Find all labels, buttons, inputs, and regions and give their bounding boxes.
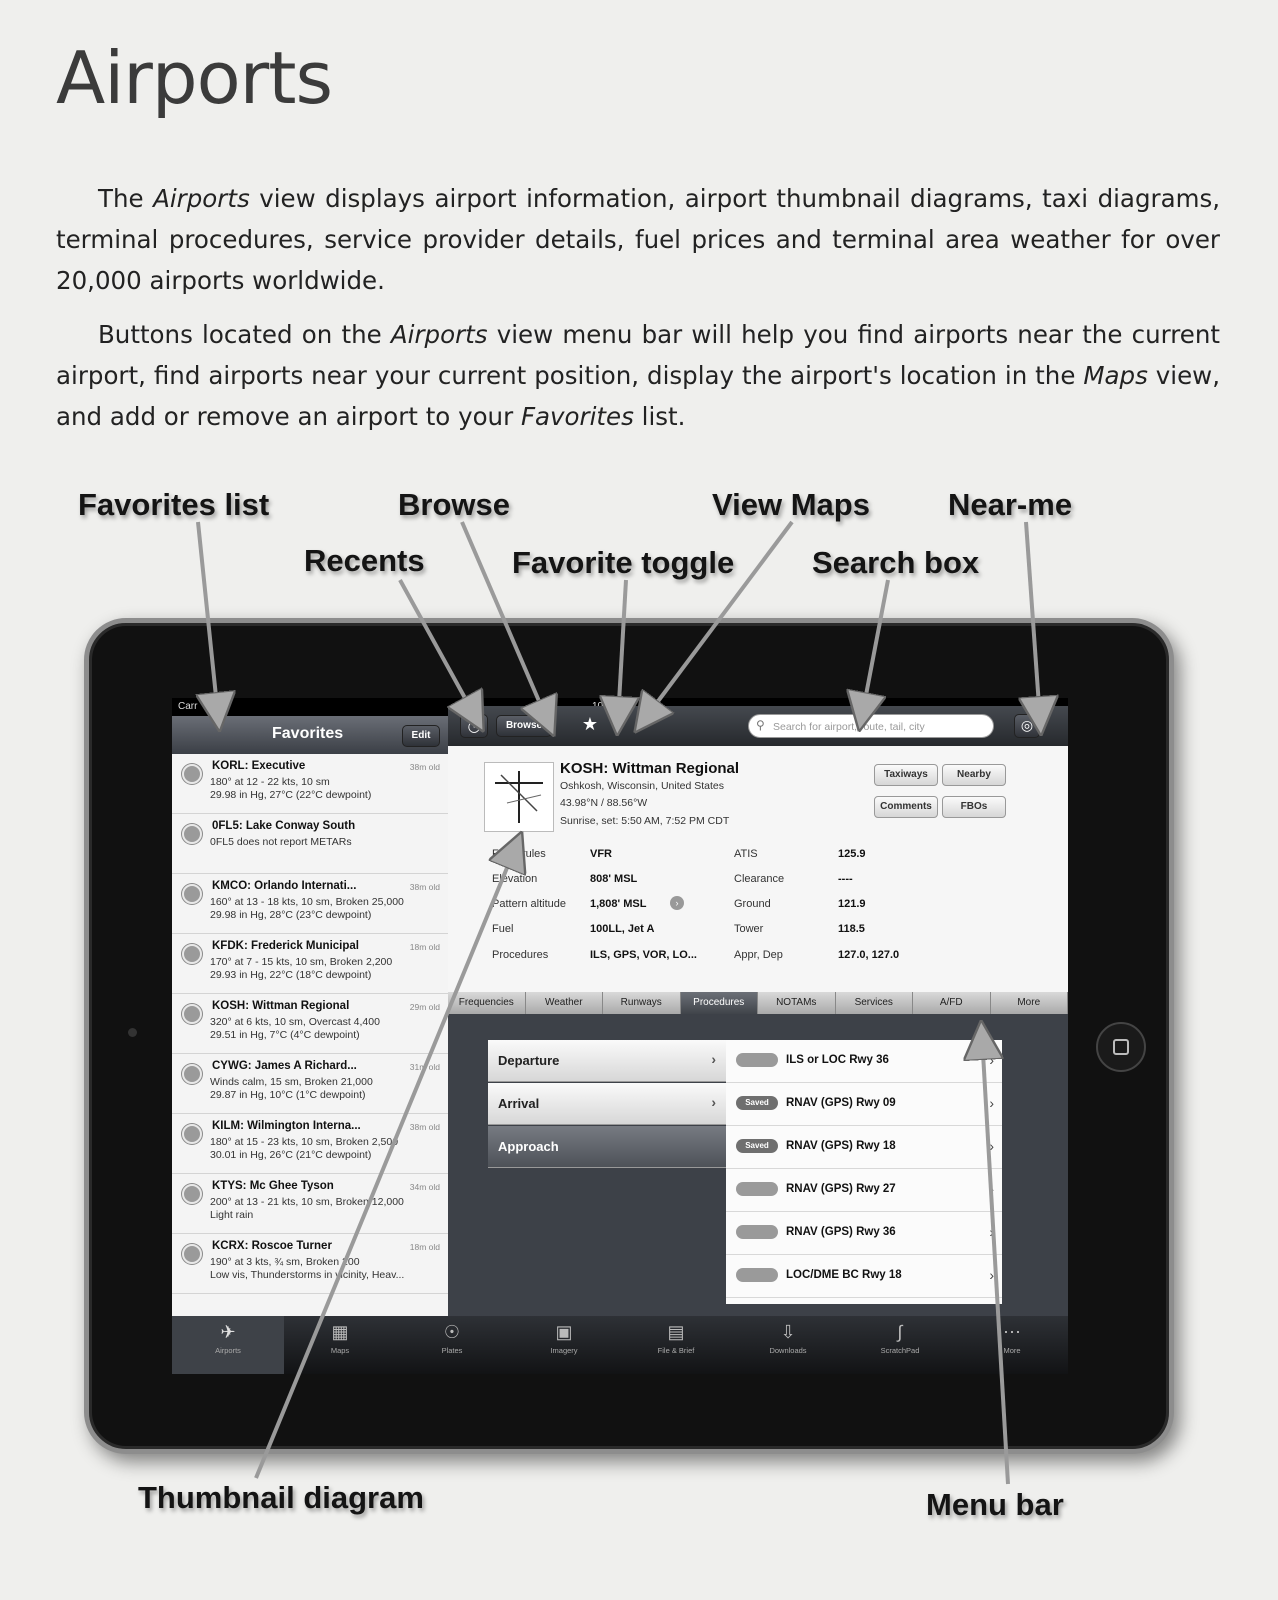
chevron-right-icon[interactable]: › [670, 896, 684, 910]
list-item[interactable]: RNAV (GPS) Rwy 27 › [726, 1169, 1002, 1212]
tab-notams[interactable]: NOTAMs [758, 992, 836, 1014]
airport-tabs [448, 992, 1068, 1014]
freq-value: 121.9 [838, 898, 866, 910]
category-arrival[interactable]: Arrival › [488, 1083, 726, 1125]
freq-label: Tower [734, 923, 764, 935]
home-button[interactable] [1096, 1022, 1146, 1072]
tabbar-plates[interactable]: ☉ Plates [396, 1316, 508, 1374]
nearby-button[interactable]: Nearby [942, 764, 1006, 786]
tab-runways[interactable]: Runways [603, 992, 681, 1014]
callout-menu-bar: Menu bar [926, 1487, 1064, 1522]
info-label: Pattern altitude [492, 898, 566, 910]
list-item[interactable]: KFDK: Frederick Municipal 18m old 170° at 7 - 15 kts, 10 sm, Broken 2,200 29.93 in Hg, 22°C (18°C dewpoint) [172, 934, 448, 994]
tabbar-airports[interactable]: ✈ Airports [172, 1316, 284, 1374]
favorites-header [172, 716, 448, 754]
tab-more[interactable]: More [991, 992, 1069, 1014]
tab-services[interactable]: Services [836, 992, 914, 1014]
camera-icon [128, 1028, 137, 1037]
thumbnail-diagram[interactable] [484, 762, 554, 832]
list-item[interactable]: ILS or LOC Rwy 36 › [726, 1040, 1002, 1083]
list-item[interactable]: KCRX: Roscoe Turner 18m old 190° at 3 kts, ¾ sm, Broken 200 Low vis, Thunderstorms in vicinity, Heav... [172, 1234, 448, 1294]
comments-button[interactable]: Comments [874, 796, 938, 818]
list-item[interactable]: KTYS: Mc Ghee Tyson 34m old 200° at 13 - 21 kts, 10 sm, Broken 12,000 Light rain [172, 1174, 448, 1234]
info-value: ILS, GPS, VOR, LO... [590, 949, 697, 961]
search-box[interactable] [748, 714, 994, 738]
weather-dot-icon [182, 1064, 202, 1084]
map-icon: ▦ [331, 1322, 349, 1342]
weather-dot-icon [182, 824, 202, 844]
category-departure[interactable]: Departure › [488, 1040, 726, 1082]
tabbar-maps[interactable]: ▦ Maps [284, 1316, 396, 1374]
callout-near-me: Near-me [948, 487, 1073, 522]
weather-dot-icon [182, 1124, 202, 1144]
page-title: Airports [56, 36, 332, 120]
weather-dot-icon [182, 944, 202, 964]
airports-menu-bar [448, 706, 1068, 746]
home-square-icon [1113, 1039, 1129, 1055]
list-item[interactable]: LOC/DME BC Rwy 18 › [726, 1255, 1002, 1298]
info-value: 808' MSL [590, 873, 638, 885]
map-pin-icon[interactable]: ⚲ [611, 714, 625, 735]
near-me-icon[interactable]: ◎ [1014, 714, 1040, 738]
browse-button[interactable]: Browse [496, 715, 552, 737]
info-value: VFR [590, 848, 612, 860]
tab-afd[interactable]: A/FD [913, 992, 991, 1014]
weather-dot-icon [182, 1184, 202, 1204]
tab-procedures[interactable]: Procedures [681, 992, 759, 1014]
callout-favorites-list: Favorites list [78, 487, 270, 522]
buttons-paragraph: Buttons located on the Airports view menu bar will help you find airports near the current airport, find airports near your current position, display the airport's location in the Maps view, and add or remove an airport to your Favorites list. [56, 320, 1220, 431]
freq-label: ATIS [734, 848, 758, 860]
weather-dot-icon [182, 1004, 202, 1024]
list-item[interactable]: KOSH: Wittman Regional 29m old 320° at 6 kts, 10 sm, Overcast 4,400 29.51 in Hg, 7°C (4°C dewpoint) [172, 994, 448, 1054]
fbos-button[interactable]: FBOs [942, 796, 1006, 818]
recents-clock-icon[interactable]: ◷ [460, 714, 488, 738]
tabbar-scratchpad[interactable]: ∫ ScratchPad [844, 1316, 956, 1374]
info-label: Procedures [492, 949, 549, 961]
status-badge [736, 1182, 778, 1196]
chevron-right-icon: › [989, 1267, 994, 1283]
weather-dot-icon [182, 1244, 202, 1264]
callout-recents: Recents [304, 543, 425, 578]
favorites-title: Favorites [272, 725, 344, 742]
chevron-right-icon: › [989, 1224, 994, 1240]
freq-value: 127.0, 127.0 [838, 949, 900, 961]
chevron-right-icon: › [989, 1095, 994, 1111]
plates-icon: ☉ [443, 1322, 461, 1342]
list-item[interactable]: Saved RNAV (GPS) Rwy 09 › [726, 1083, 1002, 1126]
search-input[interactable] [773, 719, 983, 735]
list-item[interactable]: KMCO: Orlando Internati... 38m old 160° at 13 - 18 kts, 10 sm, Broken 25,000 29.98 in Hg, 28°C (23°C dewpoint) [172, 874, 448, 934]
freq-label: Clearance [734, 873, 785, 885]
tabbar-imagery[interactable]: ▣ Imagery [508, 1316, 620, 1374]
app-tab-bar [172, 1316, 1068, 1374]
chevron-right-icon: › [711, 1051, 716, 1067]
status-badge: Saved [736, 1096, 778, 1110]
weather-dot-icon [182, 764, 202, 784]
airport-name: KOSH: Wittman Regional [560, 760, 740, 777]
callout-favorite-toggle: Favorite toggle [512, 545, 735, 580]
search-icon: ⚲ [756, 718, 765, 732]
weather-dot-icon [182, 884, 202, 904]
list-item[interactable]: CYWG: James A Richard... 31m old Winds calm, 15 sm, Broken 21,000 29.87 in Hg, 10°C (1°C dewpoint) [172, 1054, 448, 1114]
edit-button[interactable]: Edit [402, 725, 440, 747]
file-brief-icon: ▤ [667, 1322, 685, 1342]
imagery-icon: ▣ [555, 1322, 573, 1342]
runway-diagram-icon [485, 763, 555, 833]
callout-browse: Browse [398, 487, 510, 522]
callout-search-box: Search box [812, 545, 980, 580]
procedure-list [726, 1040, 1002, 1304]
status-badge: Saved [736, 1139, 778, 1153]
favorites-list [172, 754, 448, 1294]
list-item[interactable]: KORL: Executive 38m old 180° at 12 - 22 kts, 10 sm 29.98 in Hg, 27°C (22°C dewpoint) [172, 754, 448, 814]
airport-location: Oshkosh, Wisconsin, United States [560, 780, 724, 792]
tab-weather[interactable]: Weather [526, 992, 604, 1014]
info-value: 1,808' MSL [590, 898, 647, 910]
freq-value: 118.5 [838, 923, 865, 935]
freq-label: Appr, Dep [734, 949, 783, 961]
info-label: Flight rules [492, 848, 546, 860]
status-badge [736, 1225, 778, 1239]
callout-thumbnail-diagram: Thumbnail diagram [138, 1480, 424, 1515]
chevron-right-icon: › [989, 1138, 994, 1154]
freq-value: 125.9 [838, 848, 866, 860]
list-item[interactable]: RNAV (GPS) Rwy 36 › [726, 1212, 1002, 1255]
status-badge [736, 1268, 778, 1282]
more-dots-icon: ⋯ [1003, 1322, 1021, 1342]
info-label: Fuel [492, 923, 514, 935]
chevron-right-icon: › [711, 1094, 716, 1110]
airport-sun: Sunrise, set: 5:50 AM, 7:52 PM CDT [560, 815, 730, 827]
airport-detail [448, 746, 1068, 1000]
list-item[interactable]: 0FL5: Lake Conway South 0FL5 does not report METARs [172, 814, 448, 874]
intro-paragraph: The Airports view displays airport information, airport thumbnail diagrams, taxi diagrams, terminal procedures, service provider details, fuel prices and terminal area weather for over 20,000 airports worldwide. [56, 184, 1220, 295]
tabbar-downloads[interactable]: ⇩ Downloads [732, 1316, 844, 1374]
download-icon: ⇩ [780, 1322, 796, 1342]
ipad-screen [172, 698, 1068, 1374]
freq-label: Ground [734, 898, 771, 910]
list-item[interactable]: KILM: Wilmington Interna... 38m old 180° at 15 - 23 kts, 10 sm, Broken 2,500 30.01 in Hg, 26°C (21°C dewpoint) [172, 1114, 448, 1174]
tabbar-more[interactable]: ⋯ More [956, 1316, 1068, 1374]
airport-coords: 43.98°N / 88.56°W [560, 797, 648, 809]
tabbar-file-brief[interactable]: ▤ File & Brief [620, 1316, 732, 1374]
taxiways-button[interactable]: Taxiways [874, 764, 938, 786]
info-label: Elevation [492, 873, 538, 885]
scratchpad-icon: ∫ [897, 1322, 903, 1342]
callout-view-maps: View Maps [712, 487, 870, 522]
favorite-star-icon[interactable]: ★ [581, 714, 599, 735]
category-approach[interactable]: Approach [488, 1126, 726, 1168]
chevron-right-icon: › [989, 1181, 994, 1197]
info-value: 100LL, Jet A [590, 923, 655, 935]
freq-value: ---- [838, 873, 853, 885]
chevron-right-icon: › [989, 1052, 994, 1068]
airplane-icon: ✈ [220, 1322, 236, 1342]
carrier-label: Carr [178, 701, 198, 712]
list-item[interactable]: Saved RNAV (GPS) Rwy 18 › [726, 1126, 1002, 1169]
tab-frequencies[interactable]: Frequencies [448, 992, 526, 1014]
favorites-panel [172, 716, 448, 1316]
status-badge [736, 1053, 778, 1067]
